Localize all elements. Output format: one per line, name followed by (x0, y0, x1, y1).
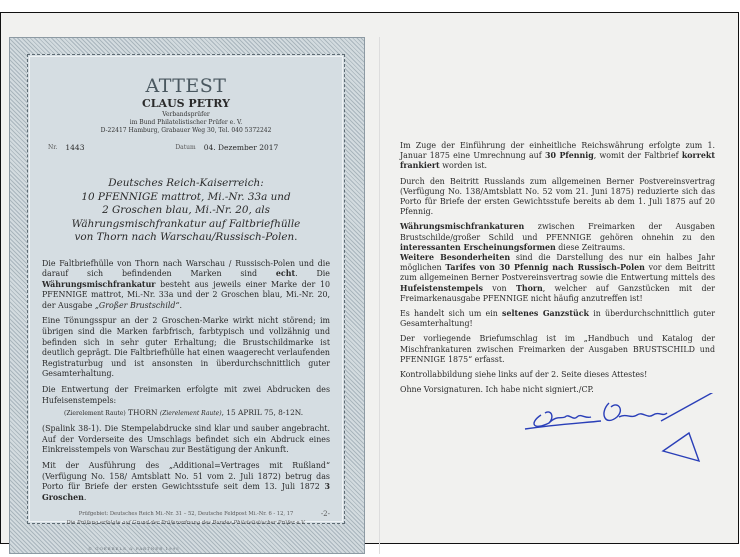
text: 3 Groschen (42, 482, 330, 502)
text: Thorn (515, 283, 543, 293)
text: Währungsmischfrankatur (42, 279, 156, 289)
paragraph (400, 141, 715, 172)
text: seltenes Ganzstück (502, 309, 589, 319)
examiner-role: Verbandsprüfer (162, 111, 210, 118)
text: , welcher auf Ganzstücken mit der Freimarkenausgabe PFENNIGE nicht häufig anzutreffen ist! (400, 283, 715, 303)
certificate-body (42, 259, 330, 504)
title-line: 2 Groschen blau, Mi.-Nr. 20, als (102, 204, 270, 216)
association: im Bund Philatelistischer Prüfer e. V. (129, 119, 243, 126)
copyright: © GOEBBELS & PARTNER 1995 (88, 546, 180, 551)
text: THORN (125, 408, 160, 418)
text: worden ist. (439, 161, 488, 171)
page-marker: -2- (320, 510, 330, 519)
text: (Zierelement Raute) (64, 410, 126, 418)
number-date-row (48, 143, 330, 153)
paragraph (400, 222, 715, 253)
certificate-title (42, 177, 330, 245)
paragraph: Durch den Beitritt Russlands zum allgemeinen Berner Postvereinsvertrag (Verfügung No. 138/Amtsblatt No. 52 vom 21. Juni 1875) reduzierte sich das Porto für Briefe der ersten Gewichtsstufe bereits ab dem 1. Juli 1875 auf 20 Pfennig. (400, 176, 715, 217)
paragraph: Die Entwertung der Freimarken erfolgte mit zwei Abdrucken des Hufeisenstempels: (42, 385, 330, 405)
paragraph: Ohne Vorsignaturen. Ich habe nicht signiert./CP. (400, 385, 594, 395)
date-label: Datum (175, 144, 196, 151)
text: Es handelt sich um ein (400, 309, 503, 319)
text: , 15 APRIL 75, 8-12N. (221, 408, 304, 418)
text: Die Faltbriefhülle von Thorn nach Warschau / Russisch-Polen und die darauf sich befindenden Marken sind (42, 258, 330, 279)
text: „Großer Brustschild“ (94, 300, 180, 310)
paragraph: Die Faltbriefhülle von Thorn nach Warschau / Russisch-Polen und die darauf sich befindenden Marken sind echt. Die Währungsmischfrankatur besteht aus jeweils einer Marke der 10 PFENNIGE mattrot, Mi.-Nr. 33a und der 2 Groschen blau, Mi.-Nr. 20, der Ausgabe „Großer Brustschild“. (42, 258, 330, 310)
text: Hufeistenstempels (400, 283, 483, 293)
text: diese Zeitraums. (555, 242, 626, 252)
paragraph: Eine Tönungsspur an der 2 Groschen-Marke wirkt nicht störend; im übrigen sind die Marken farbfrisch, farbtypisch und vollzähnig und befinden sich in sehr guter Erhaltung; die Brustschildmarke ist deutlich geprägt. Die Faltbriefhülle hat einen waagerecht verlaufenden Registraturbug und ist ansonsten in überdurchschnittlich guter Gesamterhaltung. (42, 316, 330, 379)
text: Tarifes von 30 Pfennig nach Russisch-Polen (445, 263, 645, 273)
attest-heading: ATTEST (145, 75, 227, 97)
text: sind die Darstellung des nur ein halbes Jahr möglichen (400, 253, 715, 273)
examiner-name: CLAUS PETRY (142, 97, 230, 110)
text: echt (275, 269, 296, 279)
text: Mit der Ausführung des „Additional=Vertrages mit Rußland“ (Verfügung No. 158/ Amtsblatt No. 51 vom 2. Juli 1872) betrug das Porto für Briefe der ersten Gewichtsstufe seit dem 13. Juli 1872 (42, 461, 330, 492)
text: 30 Pfennig (544, 151, 594, 161)
title-line: 10 PFENNIGE mattrot, Mi.-Nr. 33a und (81, 190, 291, 203)
text: Weitere Besonderheiten (400, 253, 511, 263)
footer-rules: Die Prüfung erfolgte auf Grund der Prüferordnung des Bundes Philatelistischer Prüfer e.V. (66, 520, 306, 527)
paragraph (400, 253, 715, 304)
nr-label: Nr. (48, 144, 58, 151)
paragraph (400, 309, 715, 329)
title-line: Deutsches Reich-Kaiserreich: (108, 177, 264, 189)
text: interessanten Erscheinungsformen (400, 242, 556, 252)
text: Währungsmischfrankaturen (400, 222, 525, 232)
document-frame (0, 12, 739, 551)
paragraph: Der vorliegende Briefumschlag ist im „Handbuch und Katalog der Mischfrankaturen zwischen Freimarken der Ausgaben BRUSTSCHILD und PFENNIGE 1875“ erfasst. (400, 334, 715, 364)
address: D-22417 Hamburg, Grabauer Weg 30, Tel. 040 5372242 (100, 127, 272, 134)
certificate-date: 04. Dezember 2017 (203, 143, 279, 152)
paragraph: (Spalink 38-1). Die Stempelabdrucke sind klar und sauber angebracht. Auf der Vorderseite des Umschlags befindet sich ein Abdruck eines Einkreisstempels von Warschau zur Bestätigung der Ankunft. (42, 424, 330, 455)
text: von (482, 283, 516, 293)
text: zwischen Freimarken der Ausgaben Brustschilde/großer Schild und PFENNIGE gehören ohnehin zu den (400, 222, 715, 242)
text: (Zierelement Raute) (159, 410, 222, 418)
text: besteht aus jeweils einer Marke der 10 PFENNIGE mattrot, Mi.-Nr. 33a und der 2 Groschen blau, Mi.-Nr. 20, der Ausgabe (42, 279, 330, 310)
certificate-number: 1443 (65, 143, 85, 152)
certificate-panel (27, 54, 345, 527)
handwritten-signature (521, 393, 721, 493)
text: . Die (295, 269, 330, 279)
footer-scope: Prüfgebiet: Deutsches Reich Mi.-Nr. 31 – 52, Deutsche Feldpost Mi.-Nr. 6 - 12, 17 (78, 511, 294, 518)
text: , womit der Faltbrief (593, 151, 682, 161)
text: korrekt frankiert (400, 151, 715, 171)
text: in überdurchschnittlich guter Gesamterhaltung! (400, 309, 715, 329)
certificate-footer (42, 510, 330, 528)
paragraph: Mit der Ausführung des „Additional=Vertrages mit Rußland“ (Verfügung No. 158/ Amtsblatt No. 51 vom 2. Juli 1872) betrug das Porto für Briefe der ersten Gewichtsstufe seit dem 13. Juli 1872 3 Groschen. (42, 461, 330, 502)
paragraph: Kontrollabbildung siehe links auf der 2. Seite dieses Attestes! (400, 370, 648, 380)
postmark-description (42, 408, 330, 419)
text: Im Zuge der Einführung der einheitliche Reichswährung erfolgte zum 1. Januar 1875 eine Umrechnung auf (400, 141, 715, 161)
title-line: Währungsmischfrankatur auf Faltbriefhülle (71, 217, 301, 230)
text: vor dem Beitritt zum allgemeinen Berner Postvereinsvertrag sowie die Entwertung mittels des (400, 263, 715, 283)
certificate-page (9, 37, 365, 554)
title-line: von Thorn nach Warschau/Russisch-Polen. (74, 231, 298, 243)
